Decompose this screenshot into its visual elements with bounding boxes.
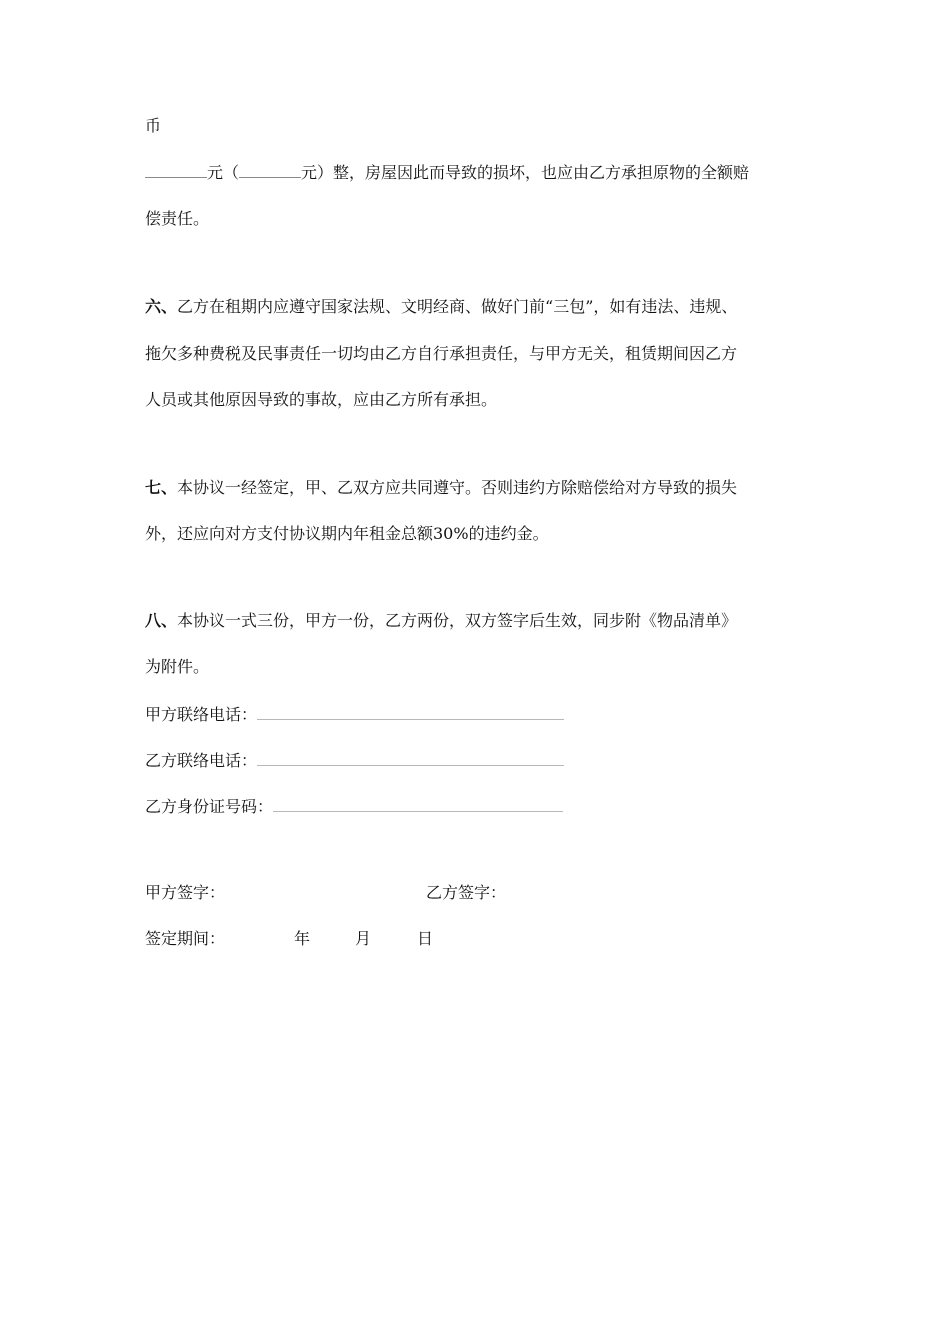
para5-line2-text: 整，房屋因此而导致的损坏，也应由乙方承担原物的全额赔 [333,163,750,182]
para6-line1-text: 乙方在租期内应遵守国家法规、文明经商、做好门前“三包”，如有违法、违规、 [177,297,738,316]
party-a-phone-field[interactable] [257,702,564,720]
para8-number: 八、 [145,611,178,630]
para7-number: 七、 [145,478,178,497]
para6-line2 [145,342,737,366]
para5-line1 [145,114,161,138]
sign-date-month: 月 [355,929,372,948]
party-a-phone-row [145,702,564,726]
para5-line3 [145,207,209,231]
para5-line3-text: 偿责任。 [145,209,210,228]
party-a-signature-label: 甲方签字： [145,883,226,902]
para7-line2-text: 外，还应向对方支付协议期内年租金总额30%的违约金。 [145,524,549,543]
amount-blank-2[interactable] [239,161,301,178]
para5-line2 [145,161,749,185]
para7-line2 [145,522,549,546]
para6-line1 [145,295,737,319]
sign-date-day: 日 [417,929,434,948]
sign-date-label: 签定期间： [145,929,226,948]
amount-unit-a: 元（ [207,163,240,182]
party-b-id-field[interactable] [273,794,563,812]
para6-number: 六、 [145,297,178,316]
para7-line1-text: 本协议一经签定，甲、乙双方应共同遵守。否则违约方除赔偿给对方导致的损失 [177,478,738,497]
para5-line1-text: 币 [145,116,162,135]
para7-line1 [145,476,737,500]
para6-line3-text: 人员或其他原因导致的事故，应由乙方所有承担。 [145,390,498,409]
para8-line2 [145,655,209,679]
para8-line1-text: 本协议一式三份，甲方一份，乙方两份，双方签字后生效，同步附《物品清单》 [177,611,738,630]
party-b-signature-label: 乙方签字： [426,883,507,902]
amount-unit-b: 元） [301,163,334,182]
party-b-phone-field[interactable] [257,748,564,766]
para8-line1 [145,609,737,633]
sign-date-year: 年 [294,929,311,948]
para6-line2-text: 拖欠多种费税及民事责任一切均由乙方自行承担责任，与甲方无关，租赁期间因乙方 [145,344,738,363]
party-b-phone-row [145,748,564,772]
amount-blank-1[interactable] [145,161,207,178]
party-b-phone-label: 乙方联络电话： [145,751,258,770]
party-a-phone-label: 甲方联络电话： [145,705,258,724]
para6-line3 [145,388,497,412]
party-b-id-label: 乙方身份证号码： [145,797,274,816]
party-b-id-row [145,794,563,818]
para8-line2-text: 为附件。 [145,657,210,676]
